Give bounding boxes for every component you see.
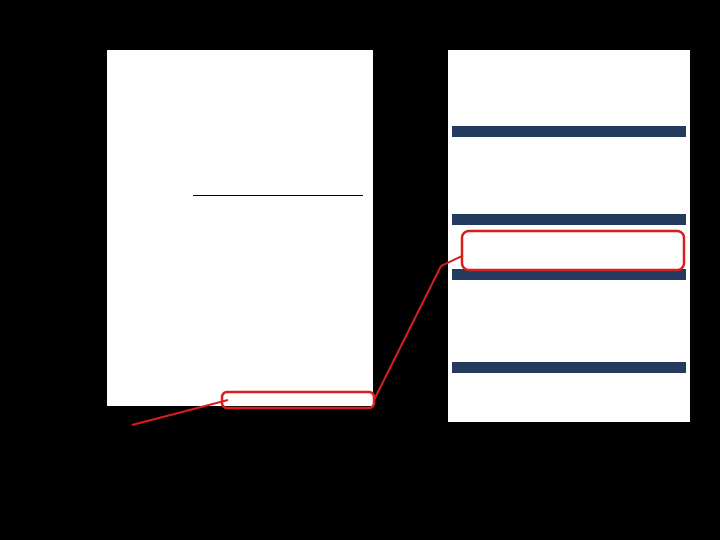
center-callout-line-end <box>441 256 462 266</box>
center-callout-line <box>374 266 441 400</box>
left-callout-line <box>132 400 228 425</box>
cs-definition-highlight-box <box>462 231 684 270</box>
steel-paint-row-highlight-box <box>222 392 374 408</box>
